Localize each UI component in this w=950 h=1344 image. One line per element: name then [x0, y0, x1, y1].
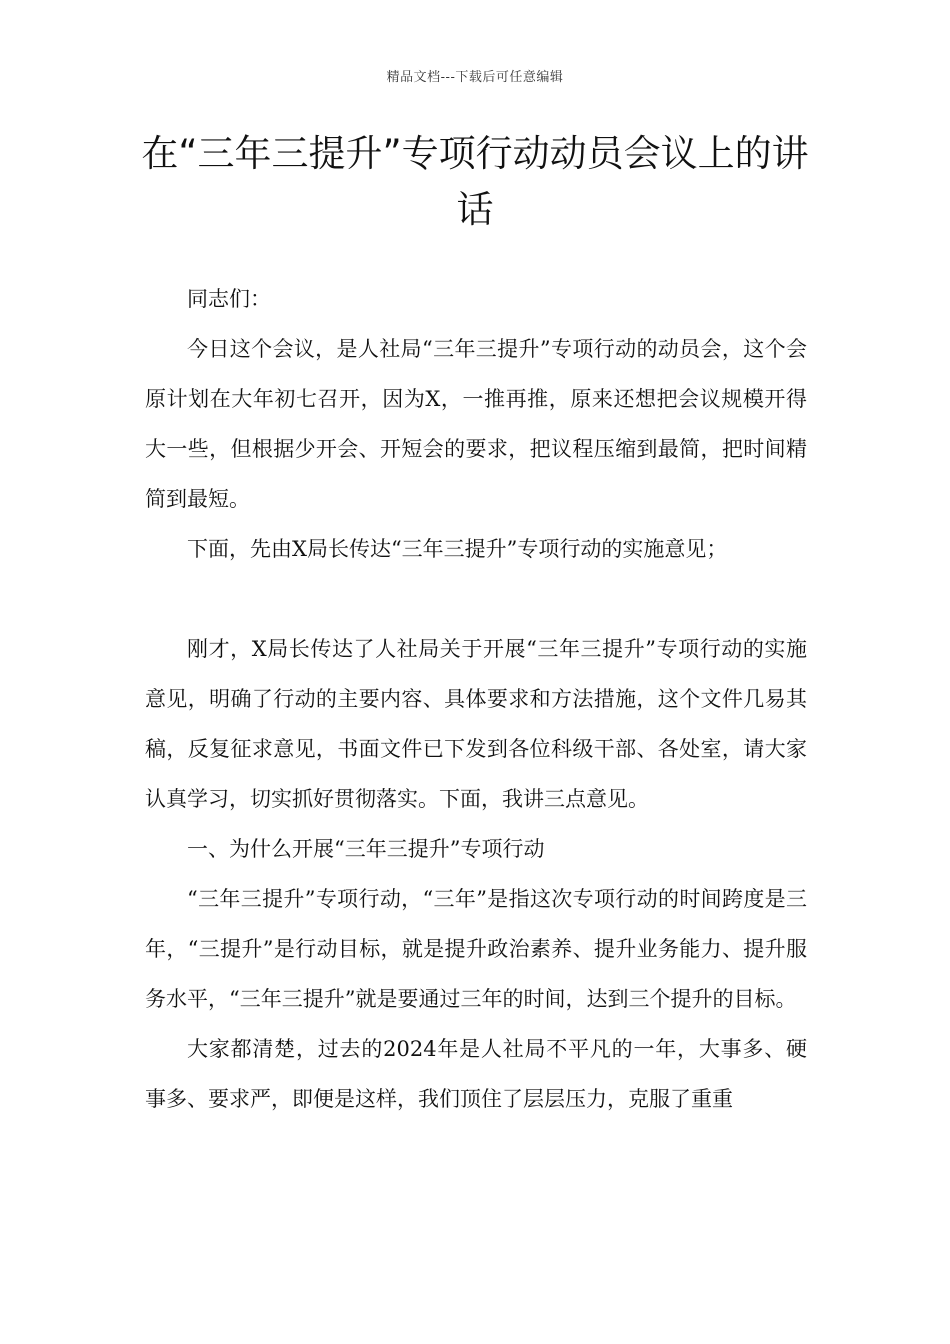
- paragraph: 刚才，X局长传达了人社局关于开展“三年三提升”专项行动的实施意见，明确了行动的主要内容、具体要求和方法措施，这个文件几易其稿，反复征求意见，书面文件已下发到各位科级干部、各处室，请大家认真学习，切实抓好贯彻落实。下面，我讲三点意见。: [145, 637, 807, 811]
- paragraph: 大家都清楚，过去的2024年是人社局不平凡的一年，大事多、硬事多、要求严，即便是这样，我们顶住了层层压力，克服了重重: [145, 1037, 807, 1111]
- salutation: 同志们：: [187, 287, 271, 311]
- paragraph: 今日这个会议，是人社局“三年三提升”专项行动的动员会，这个会原计划在大年初七召开，因为X，一推再推，原来还想把会议规模开得大一些，但根据少开会、开短会的要求，把议程压缩到最简，把时间精简到最短。: [145, 337, 807, 511]
- header-note: 精品文档---下载后可任意编辑: [386, 70, 564, 85]
- paragraph: 下面，先由X局长传达“三年三提升”专项行动的实施意见；: [187, 537, 728, 561]
- document-body: [145, 274, 807, 1124]
- paragraph: “三年三提升”专项行动，“三年”是指这次专项行动的时间跨度是三年，“三提升”是行动目标，就是提升政治素养、提升业务能力、提升服务水平，“三年三提升”就是要通过三年的时间，达到三个提升的目标。: [145, 887, 807, 1011]
- document-title: 在“三年三提升”专项行动动员会议上的讲话: [141, 132, 809, 231]
- section-heading: 一、为什么开展“三年三提升”专项行动: [187, 837, 545, 861]
